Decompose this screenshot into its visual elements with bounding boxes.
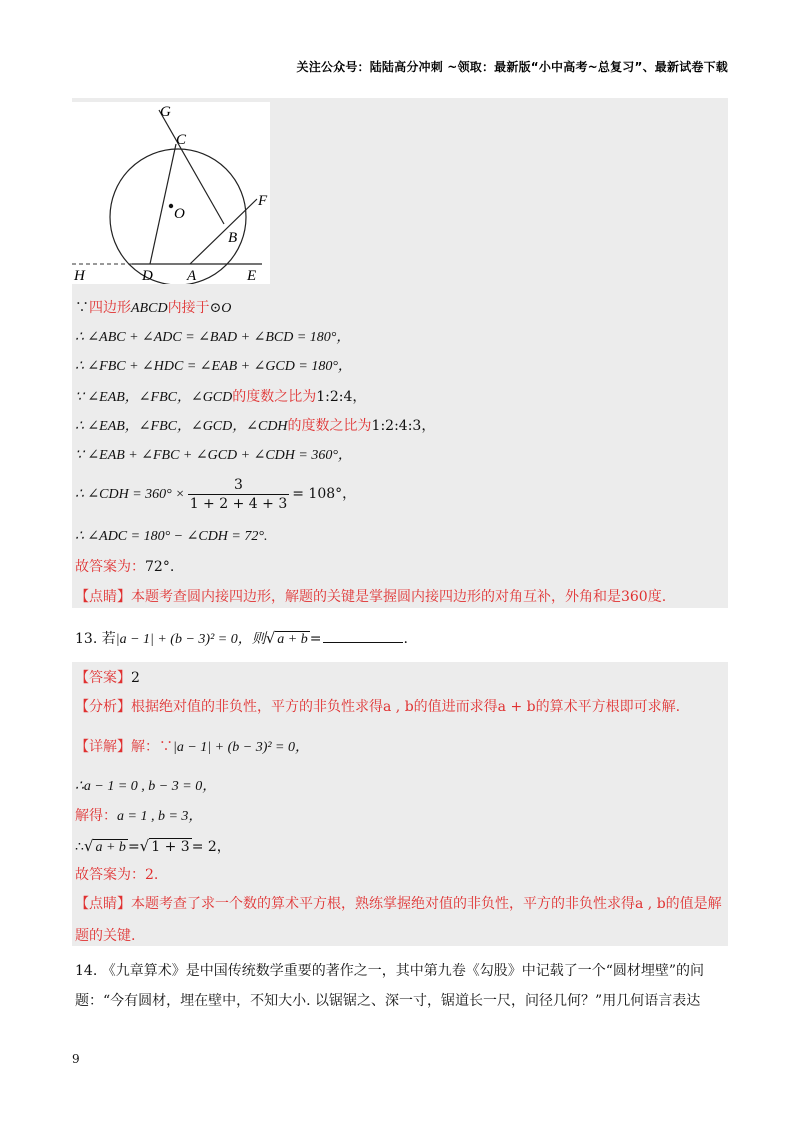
- page-number: 9: [72, 1052, 80, 1066]
- circle-figure: [72, 102, 270, 284]
- detail-line: [75, 737, 309, 758]
- math: a = 1 , b = 3，: [117, 809, 203, 824]
- circle-diagram: [72, 102, 270, 284]
- tag: 【答案】: [75, 670, 131, 686]
- answer: 72°.: [145, 559, 175, 575]
- tag: 【点睛】: [75, 589, 131, 605]
- question-14-line1: 14. 《九章算术》是中国传统数学重要的著作之一，其中第九卷《勾股》中记载了一个“圆材埋壁”的问: [75, 963, 705, 979]
- solution-line: [75, 587, 666, 607]
- text: 的度数之比为: [287, 418, 372, 434]
- tag: 【点睛】: [75, 896, 131, 912]
- solution-line: ∴ ∠FBC + ∠HDC = ∠EAB + ∠GCD = 180°，: [75, 359, 352, 374]
- label-e: E: [247, 268, 257, 284]
- comment-line: [75, 894, 722, 914]
- label-f: F: [258, 193, 268, 209]
- solution-line: [75, 806, 202, 827]
- answer-blank[interactable]: [323, 628, 403, 643]
- denominator: 1 + 2 + 4 + 3: [189, 495, 288, 512]
- math: = 2，: [191, 839, 231, 855]
- text: 根据绝对值的非负性，平方的非负性求得a , b的值进而求得a + b的算术平方根即可求解.: [131, 699, 681, 715]
- label-d: D: [142, 268, 153, 284]
- label-g: G: [160, 104, 171, 120]
- solution-line: ∴ ∠ABC + ∠ADC = ∠BAD + ∠BCD = 180°，: [75, 330, 351, 345]
- fraction: [188, 476, 290, 513]
- solution-line: 故答案为：2.: [75, 867, 159, 883]
- label-h: H: [74, 268, 85, 284]
- answer: 2: [131, 670, 140, 686]
- solution-line: [75, 387, 366, 408]
- math: =: [309, 631, 322, 647]
- math: 1:2:4，: [316, 389, 367, 405]
- text: 故答案为：: [75, 559, 145, 575]
- solution-line: [75, 474, 356, 515]
- analysis-line: [75, 697, 680, 717]
- text: 四边形: [89, 300, 131, 316]
- math: ⊙O: [209, 301, 232, 316]
- math: ∴ ∠CDH = 360° ×: [75, 487, 185, 502]
- question-14-line2: 题：“今有圆材，埋在壁中，不知大小. 以锯锯之、深一寸，锯道长一尺，问径几何？”用几何语言表达: [75, 993, 701, 1009]
- math: |a − 1| + (b − 3)² = 0，: [173, 740, 310, 755]
- text: ∴: [75, 839, 84, 855]
- solution-line: [75, 557, 174, 577]
- sqrt-expr: 1 + 3: [151, 839, 190, 855]
- sqrt-expr: a + b: [95, 840, 126, 855]
- tag: 【分析】: [75, 699, 131, 715]
- solution-line: ∴ ∠ADC = 180° − ∠CDH = 72°.: [75, 529, 268, 544]
- label-a: A: [187, 268, 197, 284]
- question-13: 13. 若|a − 1| + (b − 3)² = 0，则√ a + b = .: [75, 629, 408, 647]
- comment-line: 题的关键.: [75, 928, 136, 944]
- solution-line: ∵ ∠EAB + ∠FBC + ∠GCD + ∠CDH = 360°，: [75, 448, 352, 463]
- math: ∴ ∠EAB，∠FBC，∠GCD，∠CDH: [75, 419, 288, 434]
- text: 本题考查圆内接四边形，解题的关键是掌握圆内接四边形的对角互补，外角和是360度.: [131, 589, 667, 605]
- solution-line: [75, 416, 435, 437]
- math: 1:2:4:3，: [371, 418, 436, 434]
- text: 解得：: [75, 808, 117, 824]
- answer-line: [75, 668, 140, 688]
- sqrt-expr: a + b: [277, 632, 308, 647]
- page-header: 关注公众号：陆陆高分冲刺 ~领取：最新版“小中高考~总复习”、最新试卷下载: [296, 60, 728, 74]
- question-number: 13. 若: [75, 631, 116, 647]
- numerator: 3: [188, 476, 290, 495]
- math: =: [127, 839, 140, 855]
- therefore-symbol: ∵: [75, 300, 89, 316]
- text: 的度数之比为: [232, 389, 317, 405]
- math: |a − 1| + (b − 3)² = 0，则: [115, 632, 266, 647]
- solution-line: ∴a − 1 = 0 , b − 3 = 0，: [75, 779, 217, 794]
- text: 内接于: [167, 300, 210, 316]
- math: ABCD: [131, 301, 168, 316]
- text: .: [403, 631, 408, 647]
- text: 本题考查了求一个数的算术平方根，熟练掌握绝对值的非负性，平方的非负性求得a , b的值是解: [131, 896, 722, 912]
- math: ∵ ∠EAB，∠FBC，∠GCD: [75, 390, 233, 405]
- label-c: C: [176, 132, 187, 148]
- label-o: O: [174, 206, 185, 222]
- tag: 【详解】: [75, 739, 131, 755]
- solution-line: [75, 298, 231, 319]
- label-b: B: [228, 230, 238, 246]
- text: 解：∵: [131, 739, 173, 755]
- math: = 108°，: [292, 486, 357, 502]
- solution-line: ∴√ a + b =√ 1 + 3 = 2，: [75, 837, 231, 855]
